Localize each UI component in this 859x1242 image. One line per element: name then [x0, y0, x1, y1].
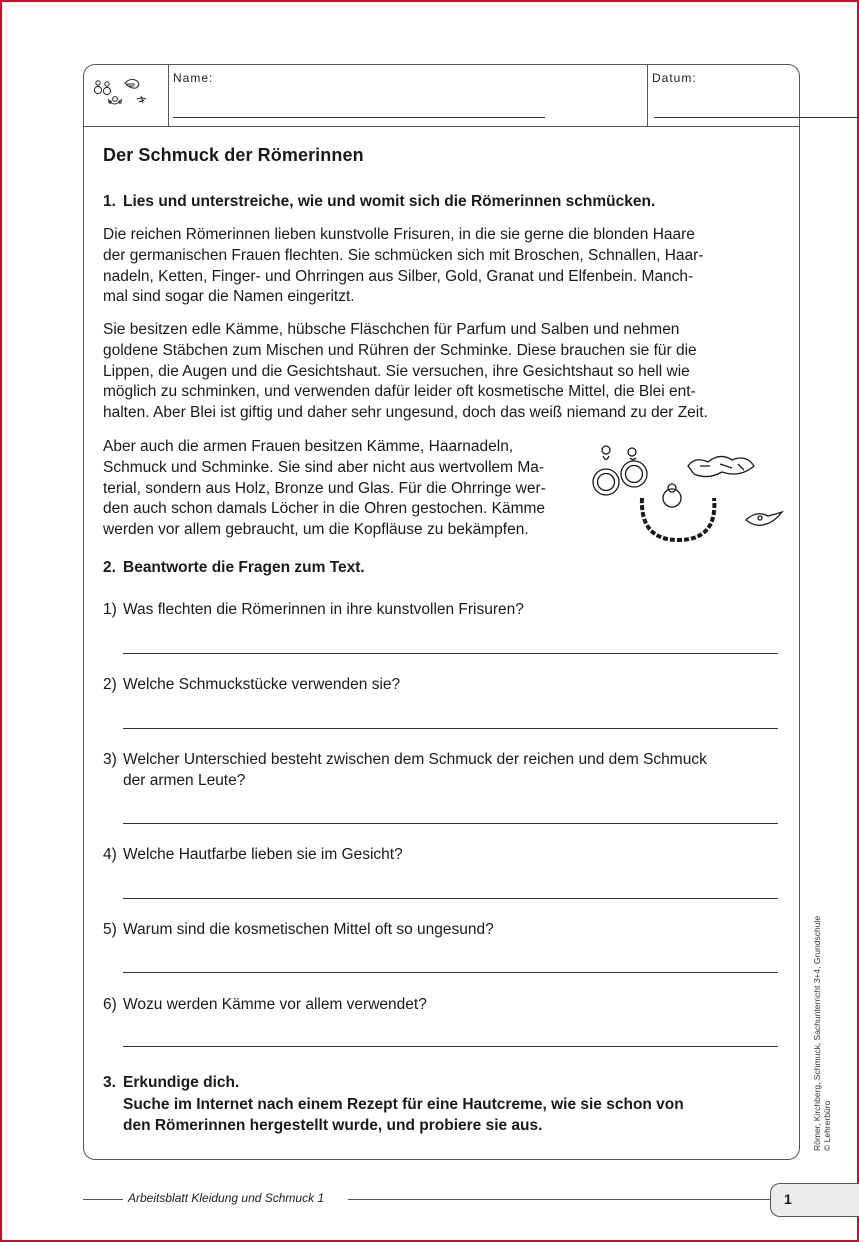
credit-line-1: Römer, Kirchberg, Schmuck, Sachunterricht 3+4, Grundschule [812, 915, 822, 1151]
answer-line-2[interactable] [123, 728, 778, 729]
answer-line-5[interactable] [123, 972, 778, 973]
task1-heading [103, 193, 655, 211]
question-text: Welcher Unterschied besteht zwischen dem Schmuck der reichen und dem Schmuck [123, 751, 707, 768]
question-5 [103, 919, 494, 940]
task2-heading [103, 559, 365, 577]
copyright-credit [808, 905, 832, 1155]
name-label: Name: [173, 71, 214, 85]
jewelry-logo [84, 65, 169, 126]
footer-divider-right [348, 1199, 770, 1200]
brooch-icon [688, 456, 754, 476]
answer-line-4[interactable] [123, 898, 778, 899]
question-3 [103, 749, 707, 791]
question-text: Wozu werden Kämme vor allem verwendet? [123, 996, 427, 1013]
text-line: Sie besitzen edle Kämme, hübsche Fläschchen für Parfum und Salben und nehmen [103, 321, 680, 338]
task3-heading-text: Erkundige dich. [123, 1074, 240, 1091]
text-line: werden vor allem gebraucht, um die Kopfläuse zu bekämpfen. [103, 521, 529, 539]
question-text: Welche Schmuckstücke verwenden sie? [123, 676, 401, 693]
page-number: 1 [784, 1191, 792, 1207]
task2-heading-text: Beantworte die Fragen zum Text. [123, 559, 365, 576]
name-field [169, 65, 648, 126]
question-number: 4) [103, 846, 117, 863]
text-line: terial, sondern aus Holz, Bronze und Glas. Für die Ohrringe wer- [103, 479, 546, 497]
question-number: 5) [103, 921, 117, 938]
text-line: nadeln, Ketten, Finger- und Ohrringen aus Silber, Gold, Granat und Elfenbein. Manch- [103, 267, 694, 285]
page-number-tab [770, 1183, 859, 1217]
footer-label: Arbeitsblatt Kleidung und Schmuck 1 [128, 1191, 325, 1205]
text-paragraph-3 [103, 437, 546, 541]
footer-divider-left [83, 1199, 123, 1200]
task3-number: 3. [103, 1074, 116, 1091]
task1-heading-text: Lies und unterstreiche, wie und womit sich die Römerinnen schmücken. [123, 193, 656, 210]
text-line: Suche im Internet nach einem Rezept für eine Hautcreme, wie sie schon von [123, 1096, 684, 1113]
text-line: den auch schon damals Löcher in die Ohren gestochen. Kämme [103, 500, 546, 518]
text-line: halten. Aber Blei ist giftig und daher sehr ungesund, doch das weiß niemand zu der Zeit. [103, 404, 708, 422]
question-number: 3) [103, 751, 117, 768]
question-text: Was flechten die Römerinnen in ihre kunstvollen Frisuren? [123, 601, 524, 618]
answer-line-3[interactable] [123, 823, 778, 824]
date-field [648, 65, 798, 126]
task2-number: 2. [103, 559, 116, 576]
jewelry-illustration [590, 440, 790, 550]
text-paragraph-1 [103, 225, 703, 308]
question-text-continued: der armen Leute? [123, 772, 246, 789]
worksheet-header [84, 65, 799, 127]
credit-line-2: © Lehrerbüro [822, 1100, 832, 1151]
question-6 [103, 994, 427, 1015]
date-label: Datum: [652, 71, 697, 85]
task3-heading [103, 1074, 239, 1092]
task1-number: 1. [103, 193, 116, 210]
text-line: goldene Stäbchen zum Mischen und Rühren der Schminke. Diese brauchen sie für die [103, 341, 697, 359]
question-number: 1) [103, 601, 117, 618]
text-line: möglich zu schminken, und verwenden dafür leider oft kosmetische Mittel, die Blei ent- [103, 383, 696, 401]
question-number: 2) [103, 676, 117, 693]
answer-line-1[interactable] [123, 653, 778, 654]
text-line: Schmuck und Schminke. Sie sind aber nicht aus wertvollem Ma- [103, 458, 545, 476]
question-text: Welche Hautfarbe lieben sie im Gesicht? [123, 846, 403, 863]
earring-hook-icon [602, 446, 610, 454]
earring-hook-icon [628, 448, 636, 456]
question-2 [103, 674, 400, 695]
page-title: Der Schmuck der Römerinnen [103, 145, 364, 165]
text-line: Die reichen Römerinnen lieben kunstvolle Frisuren, in die sie gerne die blonden Haare [103, 226, 695, 243]
task3-instructions [123, 1094, 684, 1136]
date-write-line[interactable] [654, 117, 859, 118]
question-4 [103, 844, 403, 865]
name-write-line[interactable] [173, 117, 545, 118]
text-line: der germanischen Frauen flechten. Sie schmücken sich mit Broschen, Schnallen, Haar- [103, 246, 704, 264]
answer-line-6[interactable] [123, 1046, 778, 1047]
text-line: den Römerinnen hergestellt wurde, und probiere sie aus. [123, 1117, 543, 1134]
fibula-pin-icon [746, 512, 782, 525]
text-paragraph-2 [103, 320, 708, 424]
question-text: Warum sind die kosmetischen Mittel oft so ungesund? [123, 921, 494, 938]
jewelry-logo-icon [84, 65, 168, 126]
text-line: Aber auch die armen Frauen besitzen Kämme, Haarnadeln, [103, 438, 514, 455]
text-line: Lippen, die Augen und die Gesichtshaut. Sie versuchen, ihre Gesichtshaut so hell wie [103, 362, 690, 380]
question-number: 6) [103, 996, 117, 1013]
text-line: mal sind sogar die Namen eingeritzt. [103, 288, 355, 306]
question-1 [103, 599, 524, 620]
